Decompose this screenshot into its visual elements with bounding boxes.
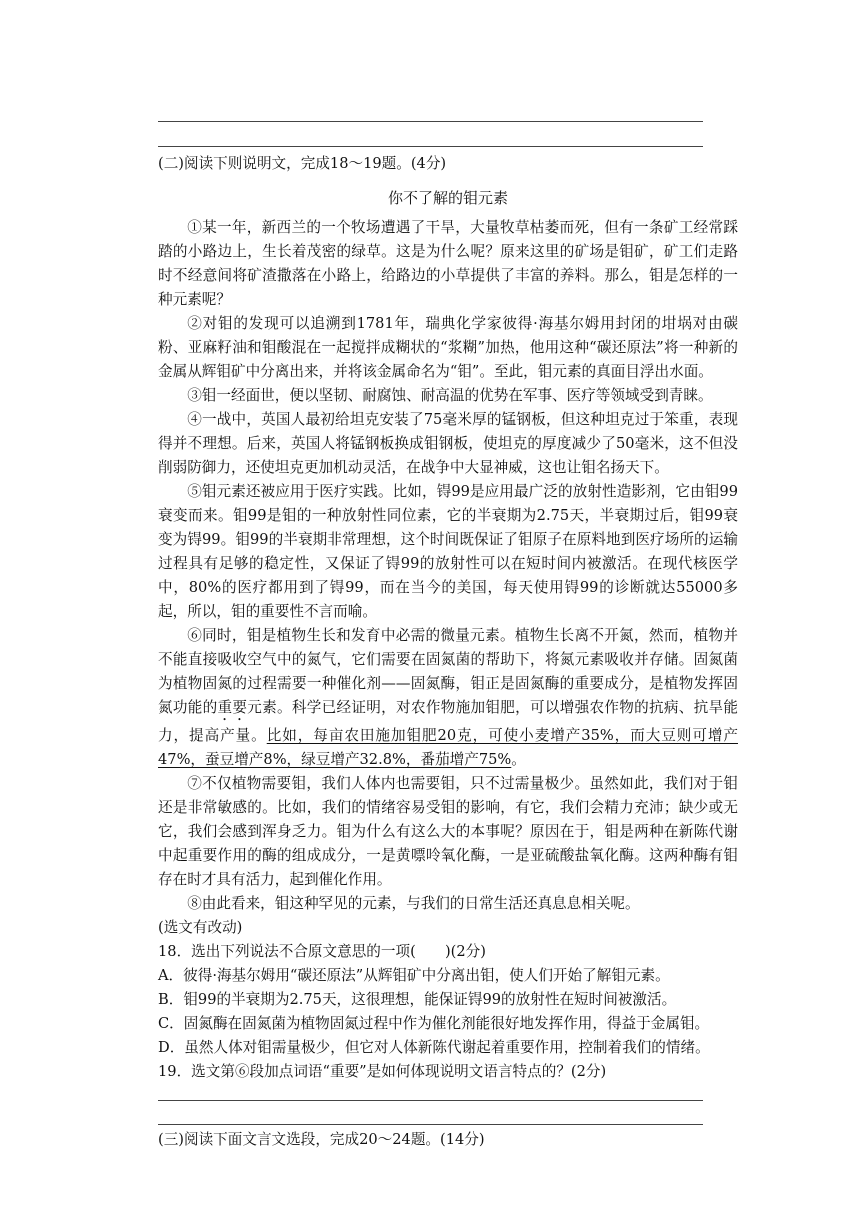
question-18: 18．选出下列说法不合原文意思的一项( )(2分): [158, 943, 486, 960]
option-a: A．彼得·海基尔姆用“碳还原法”从辉钼矿中分离出钼，使人们开始了解钼元素。: [158, 967, 670, 984]
paragraph-1: ①某一年，新西兰的一个牧场遭遇了干旱，大量牧草枯萎而死，但有一条矿工经常踩踏的小路边上，生长着茂密的绿草。这是为什么呢？原来这里的矿场是钼矿，矿工们走路时不经意间将矿渣撒落在小路上，给路边的小草提供了丰富的养料。那么，钼是怎样的一种元素呢？: [158, 219, 738, 308]
answer-line: [158, 121, 703, 122]
paragraph-6-text-a: ⑥同时，钼是植物生长和发育中必需的微量元素。植物生长离不开氮，然而，植物并不能直接吸收空气中的氮气，它们需要在固氮菌的帮助下，将氮元素吸收并存储。固氮菌为植物固氮的过程需要一种催化剂——固氮酶，钼正是固氮酶的重要成分，是植物发挥固氮功能的: [158, 627, 738, 716]
answer-line: [158, 1124, 703, 1125]
dotted-word: 重要: [217, 699, 248, 716]
option-c: C．固氮酶在固氮菌为植物固氮过程中作为催化剂能很好地发挥作用，得益于金属钼。: [158, 1015, 710, 1032]
paragraph-3: ③钼一经面世，便以坚韧、耐腐蚀、耐高温的优势在军事、医疗等领域受到青睐。: [187, 387, 713, 404]
answer-lines: [158, 1086, 738, 1128]
option-d: D．虽然人体对钼需量极少，但它对人体新陈代谢起着重要作用，控制着我们的情绪。: [158, 1039, 710, 1056]
paragraph-6: [158, 624, 738, 772]
answer-line: [158, 146, 703, 147]
answer-line: [158, 1100, 703, 1101]
document-body: [158, 152, 738, 1152]
question-19: 19．选文第⑥段加点词语“重要”是如何体现说明文语言特点的？(2分): [158, 1063, 607, 1080]
section-heading: (三)阅读下面文言文选段，完成20～24题。(14分): [158, 1131, 485, 1148]
section-heading: (二)阅读下则说明文，完成18～19题。(4分): [158, 155, 447, 172]
article-title: 你不了解的钼元素: [387, 189, 508, 207]
paragraph-7: ⑦不仅植物需要钼，我们人体内也需要钼，只不过需量极少。虽然如此，我们对于钼还是非常敏感的。比如，我们的情绪容易受钼的影响，有它，我们会精力充沛；缺少或无它，我们会感到浑身乏力。钼为什么有这么大的本事呢？原因在于，钼是两种在新陈代谢中起重要作用的酶的组成成分，一是黄嘌呤氧化酶，一是亚硫酸盐氧化酶。这两种酶有钼存在时才具有活力，起到催化作用。: [158, 775, 738, 888]
underlined-sentence: 比如，每亩农田施加钼肥20克，可使小麦增产35%，而大豆则可增产47%，蚕豆增产8%，绿豆增产32.8%，番茄增产75%: [158, 727, 738, 768]
paragraph-8: ⑧由此看来，钼这种罕见的元素，与我们的日常生活还真息息相关呢。: [187, 895, 640, 912]
paragraph-6-text-b: 元素。科学已经证明，对农作物施加钼肥，可以增强农作物的抗病、抗旱能力，提高产量。: [158, 699, 738, 744]
paragraph-4: ④一战中，英国人最初给坦克安装了75毫米厚的锰钢板，但这种坦克过于笨重，表现得并不理想。后来，英国人将锰钢板换成钼钢板，使坦克的厚度减少了50毫米，这不但没削弱防御力，还使坦克更加机动灵活，在战争中大显神威，这也让钼名扬天下。: [158, 411, 738, 476]
paragraph-2: ②对钼的发现可以追溯到1781年，瑞典化学家彼得·海基尔姆用封闭的坩埚对由碳粉、亚麻籽油和钼酸混在一起搅拌成糊状的“浆糊”加热，他用这种“碳还原法”将一种新的金属从辉钼矿中分离出来，并将该金属命名为“钼”。至此，钼元素的真面目浮出水面。: [158, 315, 738, 380]
paragraph-6-end: 。: [511, 751, 526, 768]
source-note: (选文有改动): [158, 919, 243, 936]
option-b: B．钼99的半衰期为2.75天，这很理想，能保证锝99的放射性在短时间被激活。: [158, 991, 677, 1008]
paragraph-5: ⑤钼元素还被应用于医疗实践。比如，锝99是应用最广泛的放射性造影剂，它由钼99衰变而来。钼99是钼的一种放射性同位素，它的半衰期为2.75天，半衰期过后，钼99衰变为锝99。钼99的半衰期非常理想，这个时间既保证了钼原子在原料地到医疗场所的运输过程具有足够的稳定性，又保证了锝99的放射性可以在短时间内被激活。在现代核医学中，80%的医疗都用到了锝99，而在当今的美国，每天使用锝99的诊断就达55000多起，所以，钼的重要性不言而喻。: [158, 483, 738, 620]
